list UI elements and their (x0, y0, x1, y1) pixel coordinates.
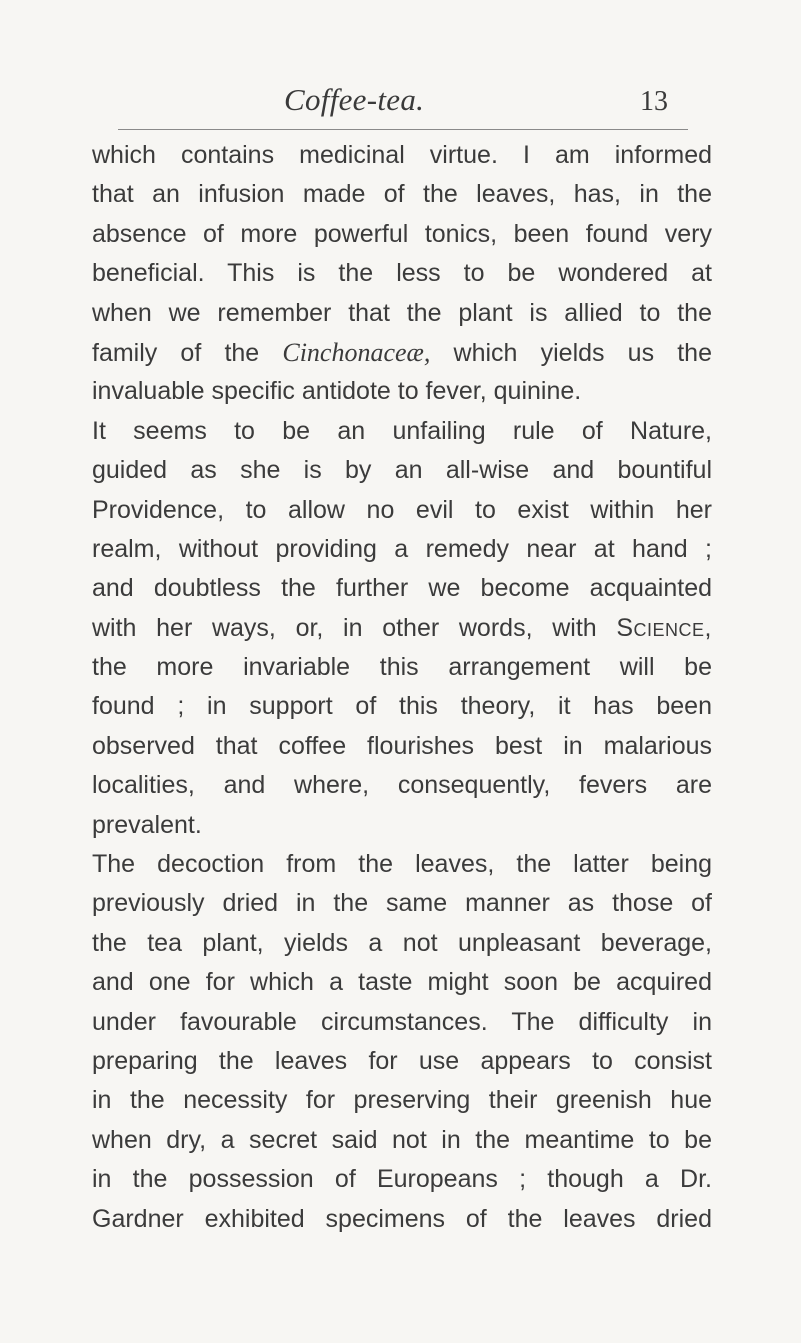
text-line: under favourable circumstances. The difficulty in (92, 1007, 712, 1036)
text-line: absence of more powerful tonics, been found very (92, 219, 712, 248)
text-line: beneficial. This is the less to be wondered at (92, 259, 712, 288)
italic-term: Cinchonaceæ, (282, 337, 431, 367)
page-number: 13 (640, 86, 668, 117)
text-line: when we remember that the plant is allied to the (92, 298, 712, 327)
text-fragment: with her ways, or, in other words, with (92, 613, 617, 642)
text-line: found ; in support of this theory, it has been (92, 692, 712, 721)
smallcaps-term: Science, (616, 613, 712, 642)
text-line: preparing the leaves for use appears to consist (92, 1046, 712, 1075)
text-line: realm, without providing a remedy near at hand ; (92, 534, 712, 563)
text-line: previously dried in the same manner as those of (92, 889, 712, 918)
text-fragment: which yields us the (430, 338, 712, 367)
text-line: Providence, to allow no evil to exist within her (92, 495, 712, 524)
text-line: It seems to be an unfailing rule of Nature, (92, 416, 712, 445)
text-line: and doubtless the further we become acquainted (92, 574, 712, 603)
header-rule (118, 129, 688, 130)
text-line: and one for which a taste might soon be acquired (92, 968, 712, 997)
text-line: observed that coffee flourishes best in malarious (92, 731, 712, 760)
text-line: when dry, a secret said not in the meantime to be (92, 1125, 712, 1154)
text-line: in the necessity for preserving their greenish hue (92, 1086, 712, 1115)
text-line: prevalent. (92, 810, 202, 839)
text-line: Gardner exhibited specimens of the leaves dried (92, 1204, 712, 1233)
running-title: Coffee-tea. (284, 82, 425, 117)
text-line (92, 333, 712, 372)
text-line: in the possession of Europeans ; though a Dr. (92, 1165, 712, 1194)
text-fragment: family of the (92, 338, 283, 367)
text-line: localities, and where, consequently, fevers are (92, 771, 712, 800)
body-text (92, 136, 712, 1239)
text-line: invaluable specific antidote to fever, quinine. (92, 377, 582, 406)
text-line: the tea plant, yields a not unpleasant beverage, (92, 928, 712, 957)
text-line: which contains medicinal virtue. I am informed (92, 141, 712, 169)
text-line: guided as she is by an all-wise and bountiful (92, 456, 712, 485)
text-line: the more invariable this arrangement will be (92, 653, 712, 682)
text-line (92, 609, 712, 648)
page-header (0, 82, 801, 122)
text-line: that an infusion made of the leaves, has, in the (92, 180, 712, 209)
text-line: The decoction from the leaves, the latter being (92, 850, 712, 879)
